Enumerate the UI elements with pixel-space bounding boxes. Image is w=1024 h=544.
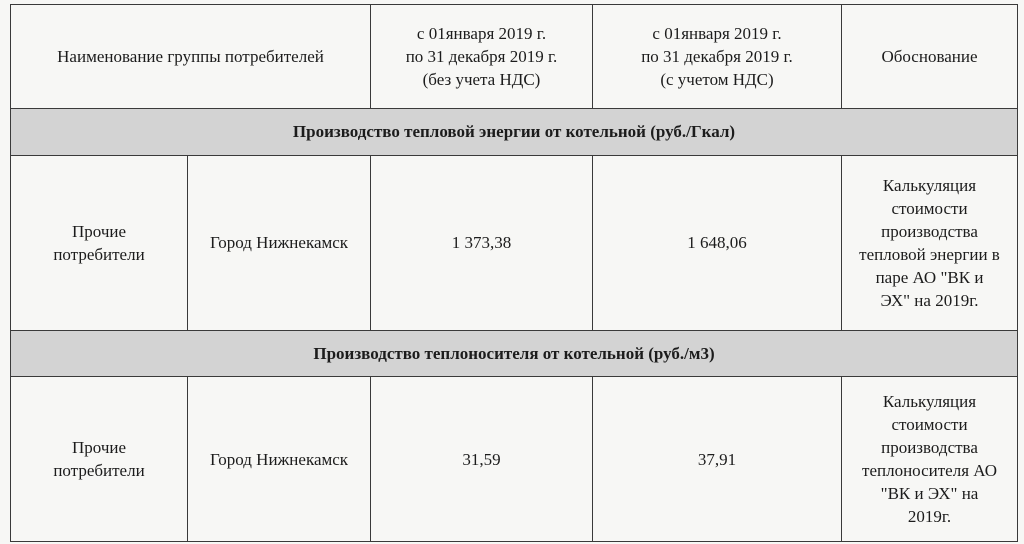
justification-line: производства [881, 221, 978, 241]
consumer-cell [11, 155, 188, 330]
justification-line: производства [881, 438, 978, 458]
header-with-vat-line: с 01января 2019 г. [652, 24, 782, 44]
consumer-line: потребители [53, 461, 145, 481]
price-without-vat: 31,59 [371, 377, 593, 542]
justification-line: паре АО "ВК и [875, 267, 984, 287]
section-heading-coolant [11, 330, 1018, 377]
justification-line: стоимости [891, 198, 968, 218]
justification-cell [842, 155, 1018, 330]
header-without-vat-line: по 31 декабря 2019 г. [405, 47, 558, 67]
tariff-table [10, 4, 1018, 542]
justification-line: Калькуляция [882, 392, 977, 412]
header-with-vat [593, 5, 842, 109]
consumer-line: Прочие [71, 438, 127, 458]
justification-line: тепловой энергии в [859, 244, 1000, 264]
city-cell: Город Нижнекамск [188, 155, 371, 330]
header-without-vat-line: (без учета НДС) [422, 70, 541, 90]
justification-line: "ВК и ЭХ" на [880, 484, 979, 504]
header-without-vat-line: с 01января 2019 г. [416, 24, 547, 44]
section-title: Производство теплоносителя от котельной (руб./м3) [11, 330, 1018, 377]
header-group-name [11, 5, 371, 109]
justification-cell [842, 377, 1018, 542]
price-without-vat: 1 373,38 [371, 155, 593, 330]
header-with-vat-line: (с учетом НДС) [660, 70, 774, 90]
justification-line: стоимости [891, 415, 968, 435]
header-without-vat [371, 5, 593, 109]
consumer-cell [11, 377, 188, 542]
header-justification [842, 5, 1018, 109]
header-justification-text: Обоснование [881, 47, 978, 67]
table-row [11, 155, 1018, 330]
table-row [11, 377, 1018, 542]
justification-line: Калькуляция [882, 175, 977, 195]
consumer-line: потребители [53, 244, 145, 264]
justification-line: теплоносителя АО [862, 461, 997, 481]
justification-line: ЭХ" на 2019г. [880, 290, 979, 310]
section-heading-heat [11, 109, 1018, 156]
consumer-line: Прочие [71, 221, 127, 241]
header-row [11, 5, 1018, 109]
header-group-name-text: Наименование группы потребителей [57, 47, 324, 67]
price-with-vat: 37,91 [593, 377, 842, 542]
header-with-vat-line: по 31 декабря 2019 г. [641, 47, 793, 67]
price-with-vat: 1 648,06 [593, 155, 842, 330]
justification-line: 2019г. [907, 507, 952, 527]
city-cell: Город Нижнекамск [188, 377, 371, 542]
section-title: Производство тепловой энергии от котельной (руб./Гкал) [11, 109, 1018, 156]
